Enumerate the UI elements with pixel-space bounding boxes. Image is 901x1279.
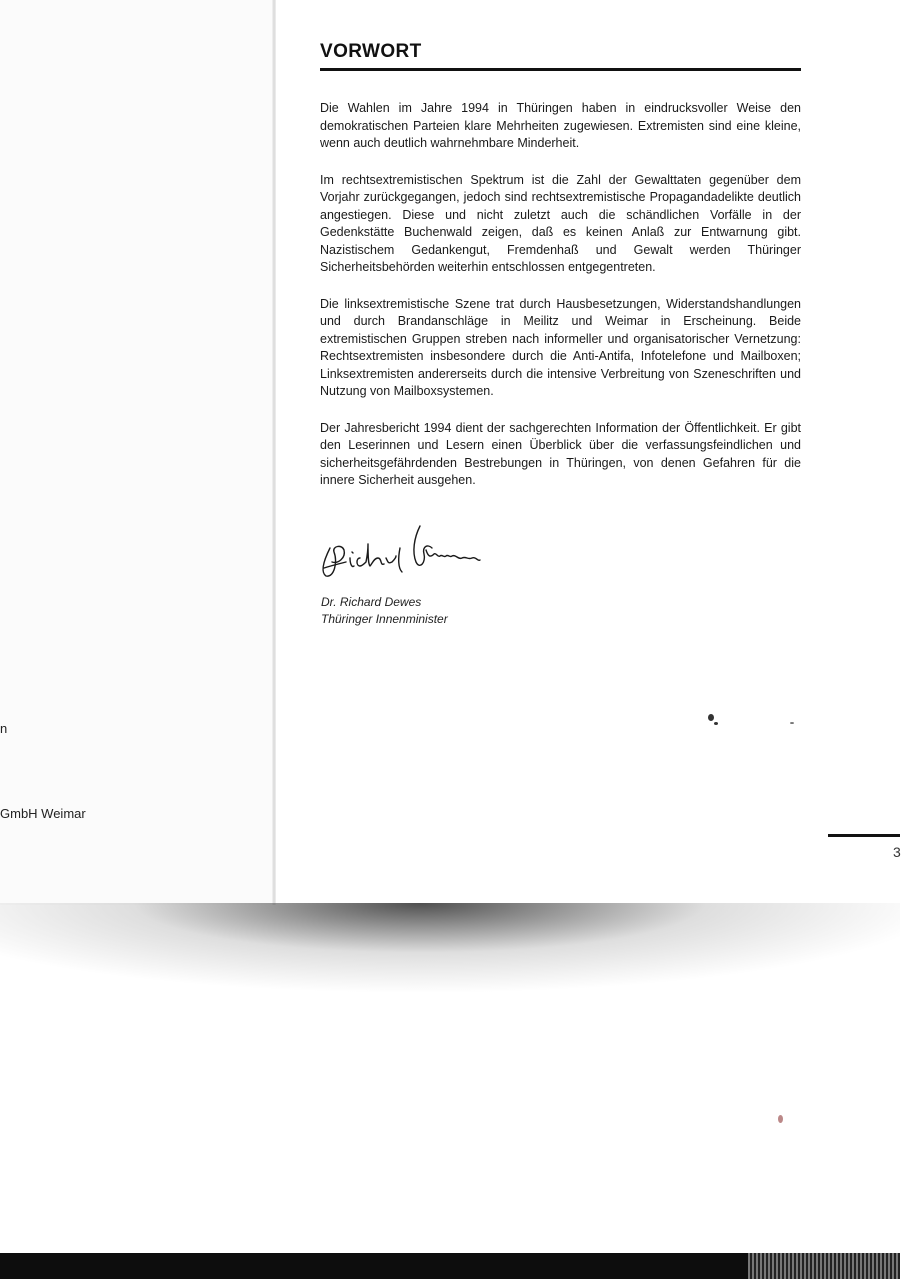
scan-speck: [778, 1115, 783, 1123]
page-edge-shadow: [0, 903, 900, 1043]
left-page-fragment: GmbH Weimar: [0, 806, 86, 821]
scan-speck: [708, 714, 714, 721]
paragraph: Die Wahlen im Jahre 1994 in Thüringen haben in eindrucksvoller Weise den demokratischen Parteien klare Mehrheiten zugewiesen. Extremisten sind eine kleine, wenn auch deutlich wahrnehmbare Minderheit.: [320, 101, 801, 150]
paragraph: Im rechtsextremistischen Spektrum ist die Zahl der Gewalttaten gegenüber dem Vorjahr zurückgegangen, jedoch sind rechtsextremistische Propagandadelikte deutlich angestiegen. Diese und nicht zuletzt auch die schändlichen Vorfälle in der Gedenkstätte Buchenwald zeigen, daß es keinen Anlaß zur Entwarnung gibt. Nazistischem Gedankengut, Fremdenhaß und Gewalt werden Thüringer Sicherheitsbehörden weiterhin entschlossen entgegentreten.: [320, 172, 801, 274]
foreword-body: [320, 100, 801, 509]
scan-speck: [790, 722, 794, 724]
left-page-fragment: n: [0, 721, 8, 736]
signatory-role: Thüringer Innenminister: [321, 612, 448, 626]
title-rule: [320, 68, 801, 71]
page-number-rule: [828, 834, 900, 837]
scan-speck: [714, 722, 718, 725]
paragraph: Die linksextremistische Szene trat durch Hausbesetzungen, Widerstandshandlungen und durch Brandanschläge in Meilitz und Weimar in Erscheinung. Beide extremistischen Gruppen streben nach informeller und organisatorischer Vernetzung: Rechtsextremisten insbesondere durch die Anti-Antifa, Infotelefone und Mailboxen; Linksextremisten andererseits durch die intensive Verbreitung von Szeneschriften und Nutzung von Mailboxsystemen.: [320, 296, 801, 398]
paragraph: Der Jahresbericht 1994 dient der sachgerechten Information der Öffentlichkeit. Er gibt den Leserinnen und Lesern einen Überblick über die verfassungsfeindlichen und sicherheitsgefährdenden Bestrebungen in Thüringen, von denen Gefahren für die innere Sicherheit ausgehen.: [320, 420, 801, 487]
book-gutter: [272, 0, 276, 905]
signature-image: [316, 518, 496, 588]
page-number: 3: [893, 844, 901, 860]
page-title: VORWORT: [320, 41, 422, 62]
left-page: [0, 0, 276, 905]
scan-bottom-edge-noise: [748, 1253, 900, 1279]
signatory-name: Dr. Richard Dewes: [321, 595, 422, 609]
